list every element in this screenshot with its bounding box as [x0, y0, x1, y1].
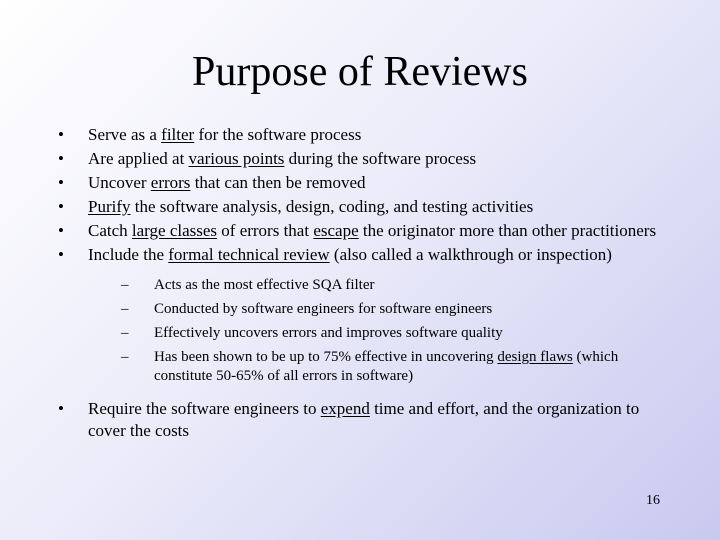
- sub-bullet-dash: –: [121, 301, 129, 317]
- sub-bullet-item: [121, 300, 665, 319]
- sub-bullet-list: [55, 276, 665, 386]
- bullet-dot: •: [58, 149, 64, 168]
- sub-bullet-text: Acts as the most effective SQA filter: [154, 277, 375, 293]
- bullet-dot: •: [58, 245, 64, 264]
- sub-bullet-item: [121, 324, 665, 343]
- bullet-dot: •: [58, 221, 64, 240]
- underlined-term: Purify: [88, 197, 131, 216]
- bullet-dot: •: [58, 125, 64, 144]
- underlined-term: escape: [313, 221, 359, 240]
- bullet-text: Require the software engineers to expend time and effort, and the organization to cover the costs: [88, 399, 640, 440]
- bullet-text: Are applied at various points during the software process: [88, 149, 477, 168]
- sub-bullet-item: [121, 276, 665, 295]
- bullet-item: [55, 396, 665, 442]
- bullet-item: [55, 242, 665, 266]
- bullet-text: Purify the software analysis, design, coding, and testing activities: [88, 197, 534, 216]
- bullet-dot: •: [58, 173, 64, 192]
- sub-bullet-text: Conducted by software engineers for software engineers: [154, 301, 493, 317]
- bullet-text: Include the formal technical review (also called a walkthrough or inspection): [88, 245, 612, 264]
- bullet-item: [55, 218, 665, 242]
- bullet-item: [55, 122, 665, 146]
- underlined-term: various points: [188, 149, 285, 168]
- underlined-term: filter: [161, 125, 195, 144]
- bullet-item: [55, 170, 665, 194]
- sub-bullet-dash: –: [121, 277, 129, 293]
- sub-bullet-dash: –: [121, 349, 129, 365]
- bullet-item: [55, 146, 665, 170]
- bullet-dot: •: [58, 399, 64, 418]
- bullet-item: [55, 194, 665, 218]
- bullet-dot: •: [58, 197, 64, 216]
- sub-bullet-dash: –: [121, 325, 129, 341]
- underlined-term: design flaws: [497, 349, 573, 365]
- page-number: 16: [646, 493, 660, 508]
- bullet-text: Serve as a filter for the software process: [88, 125, 362, 144]
- bullet-text: Catch large classes of errors that escape the originator more than other practitioners: [88, 221, 657, 240]
- underlined-term: large classes: [131, 221, 218, 240]
- sub-bullet-text: Effectively uncovers errors and improves software quality: [154, 325, 503, 341]
- slide-title: Purpose of Reviews: [192, 49, 528, 95]
- underlined-term: formal technical review: [168, 245, 330, 264]
- underlined-term: errors: [150, 173, 191, 192]
- bullet-list: [55, 122, 665, 442]
- bullet-text: Uncover errors that can then be removed: [88, 173, 366, 192]
- underlined-term: expend: [320, 399, 370, 418]
- sub-bullet-text: Has been shown to be up to 75% effective in uncovering design flaws (which constitute 50-65% of all errors in software): [154, 349, 619, 384]
- sub-bullet-item: [121, 348, 665, 386]
